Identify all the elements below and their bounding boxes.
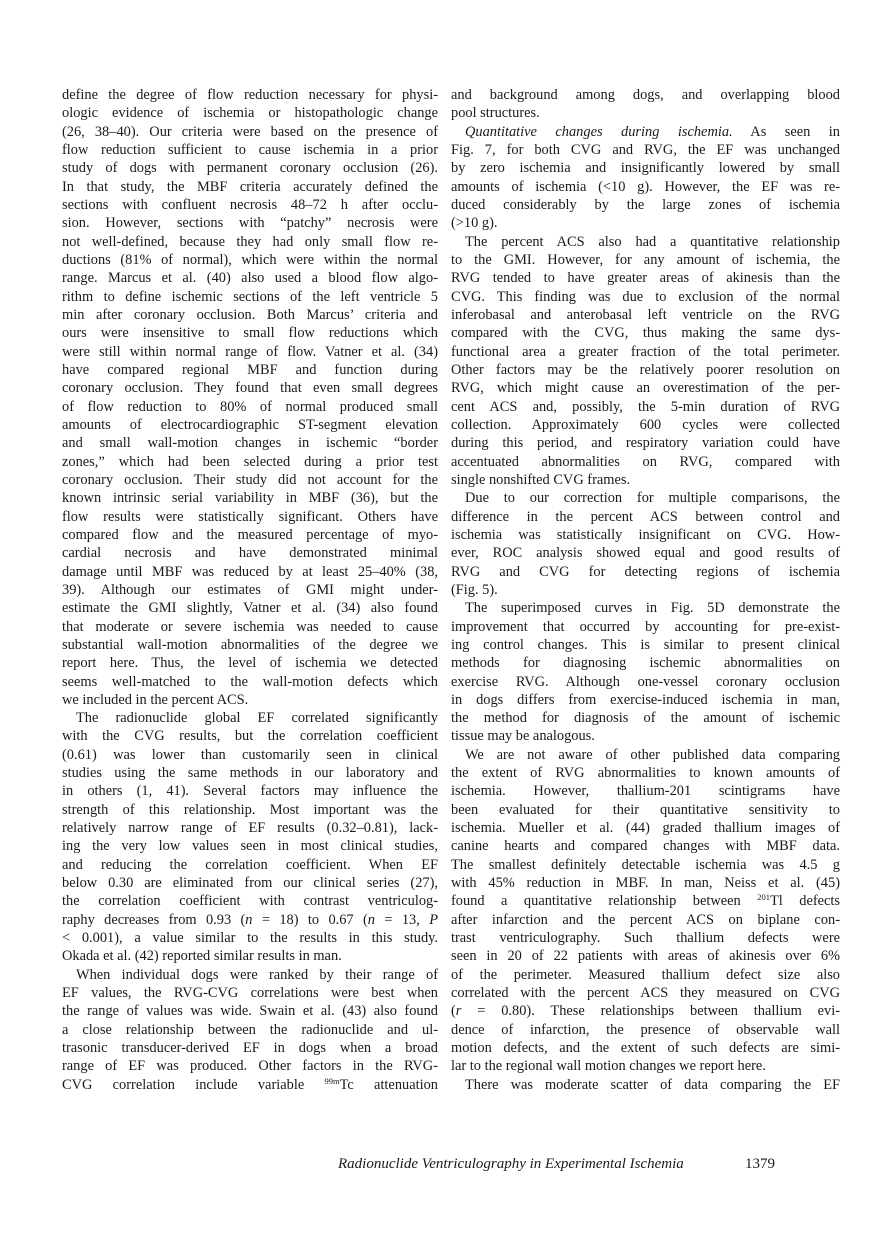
text-line bbox=[62, 416, 438, 434]
text-line bbox=[451, 801, 840, 819]
text-line bbox=[62, 837, 438, 855]
text-line bbox=[62, 379, 438, 397]
page-number: 1379 bbox=[745, 1156, 775, 1172]
text-line bbox=[451, 288, 840, 306]
text-line bbox=[451, 709, 840, 727]
text-run: single nonshifted CVG frames. bbox=[451, 471, 631, 488]
text-run: amounts of electrocardiographic ST-segment elevation bbox=[62, 416, 438, 433]
text-run: There was moderate scatter of data comparing the EF bbox=[465, 1076, 840, 1093]
text-run: dence of infarction, the presence of observable wall bbox=[451, 1021, 840, 1038]
text-line bbox=[62, 86, 438, 104]
text-run: compared with the CVG, thus making the same dys- bbox=[451, 325, 840, 342]
text-run: = 0.80). These relationships between thallium evi- bbox=[461, 1003, 840, 1020]
text-line bbox=[451, 874, 840, 892]
text-run: a close relationship between the radionuclide and ul- bbox=[62, 1021, 438, 1038]
text-run: ing the very low values seen in most clinical studies, bbox=[62, 838, 438, 855]
text-line bbox=[451, 471, 840, 489]
text-line bbox=[451, 398, 840, 416]
text-run: = 13, bbox=[375, 911, 430, 928]
text-line bbox=[62, 673, 438, 691]
text-run: flow results were statistically significant. Others have bbox=[62, 508, 438, 525]
text-line bbox=[62, 563, 438, 581]
text-line bbox=[451, 104, 840, 122]
paragraph bbox=[62, 86, 438, 709]
text-run: range. Marcus et al. (40) also used a blood flow algo- bbox=[62, 270, 438, 287]
text-run: sion. However, sections with “patchy” necrosis were bbox=[62, 215, 438, 232]
text-line bbox=[451, 123, 840, 141]
text-line bbox=[62, 892, 438, 910]
text-line bbox=[62, 434, 438, 452]
text-run: cent ACS and, possibly, the 5-min duration of RVG bbox=[451, 398, 840, 415]
text-run: zones,” which had been selected during a prior test bbox=[62, 453, 438, 470]
text-line bbox=[62, 471, 438, 489]
text-line bbox=[451, 214, 840, 232]
text-line bbox=[62, 727, 438, 745]
text-line bbox=[451, 764, 840, 782]
paragraph bbox=[451, 123, 840, 233]
text-run: pool structures. bbox=[451, 105, 540, 122]
text-line bbox=[451, 434, 840, 452]
text-run: difference in the percent ACS between control and bbox=[451, 508, 840, 525]
italic-run: P bbox=[429, 911, 438, 928]
text-run: range of EF was produced. Other factors in the RVG- bbox=[62, 1058, 438, 1075]
text-run: estimate the GMI slightly, Vatner et al. (34) also found bbox=[62, 600, 438, 617]
text-line bbox=[62, 618, 438, 636]
text-line bbox=[451, 306, 840, 324]
text-run: ever, ROC analysis showed equal and good results of bbox=[451, 545, 840, 562]
text-run: We are not aware of other published data comparing bbox=[465, 746, 840, 763]
text-run: known intrinsic serial variability in MBF (36), but the bbox=[62, 490, 438, 507]
text-line bbox=[62, 324, 438, 342]
text-run: strength of this relationship. Most important was the bbox=[62, 801, 438, 818]
text-line bbox=[62, 856, 438, 874]
text-line bbox=[62, 874, 438, 892]
text-run: RVG, which might cause an overestimation of the per- bbox=[451, 380, 840, 397]
text-run: seen in 20 of 22 patients with areas of akinesis over 6% bbox=[451, 948, 840, 965]
text-line bbox=[62, 251, 438, 269]
text-line bbox=[62, 819, 438, 837]
text-run: during this period, and respiratory variation could have bbox=[451, 435, 840, 452]
text-run: study of dogs with permanent coronary occlusion (26). bbox=[62, 160, 438, 177]
text-line bbox=[451, 782, 840, 800]
italic-run: n bbox=[245, 911, 253, 928]
text-line bbox=[451, 233, 840, 251]
text-line bbox=[451, 837, 840, 855]
text-run: methods for diagnosing ischemic abnormalities on bbox=[451, 655, 840, 672]
text-run: lar to the regional wall motion changes we report here. bbox=[451, 1058, 766, 1075]
text-line bbox=[451, 196, 840, 214]
text-line bbox=[62, 1057, 438, 1075]
text-run: collection. Approximately 600 cycles were collected bbox=[451, 416, 840, 433]
text-run: The smallest definitely detectable ischemia was 4.5 g bbox=[451, 856, 840, 873]
text-run: of flow reduction to 80% of normal produced small bbox=[62, 398, 438, 415]
text-line bbox=[451, 453, 840, 471]
text-line bbox=[451, 343, 840, 361]
text-line bbox=[451, 361, 840, 379]
text-run: exercise RVG. Although one-vessel coronary occlusion bbox=[451, 673, 840, 690]
paragraph bbox=[62, 966, 438, 1094]
text-run: (>10 g). bbox=[451, 215, 498, 232]
text-run: accentuated abnormalities on RVG, compared with bbox=[451, 453, 840, 470]
text-run: we included in the percent ACS. bbox=[62, 691, 249, 708]
text-line bbox=[62, 123, 438, 141]
text-run: raphy decreases from 0.93 ( bbox=[62, 911, 246, 928]
text-run: after infarction and the percent ACS on biplane con- bbox=[451, 911, 840, 928]
text-run: (0.61) was lower than customarily seen in clinical bbox=[62, 746, 438, 763]
text-line bbox=[451, 966, 840, 984]
text-run: The radionuclide global EF correlated significantly bbox=[76, 710, 438, 727]
text-line bbox=[451, 691, 840, 709]
text-run: duced considerably by the large zones of ischemia bbox=[451, 196, 840, 213]
text-line bbox=[62, 544, 438, 562]
text-run: the range of values was wide. Swain et al. (43) also found bbox=[62, 1003, 438, 1020]
text-run: with 45% reduction in MBF. In man, Neiss et al. (45) bbox=[451, 875, 840, 892]
text-run: ours were insensitive to small flow reductions which bbox=[62, 325, 438, 342]
text-run: = 18) to 0.67 ( bbox=[252, 911, 368, 928]
text-run: been evaluated for their quantitative sensitivity to bbox=[451, 801, 840, 818]
text-run: and reducing the correlation coefficient. When EF bbox=[62, 856, 438, 873]
text-run: damage until MBF was reduced by at least 25–40% (38, bbox=[62, 563, 438, 580]
text-run: trast ventriculography. Such thallium defects were bbox=[451, 930, 840, 947]
text-line bbox=[62, 398, 438, 416]
text-line bbox=[451, 911, 840, 929]
text-line bbox=[62, 746, 438, 764]
text-run: ischemia. Mueller et al. (44) graded thallium images of bbox=[451, 820, 840, 837]
text-run: improvement that occurred by accounting for pre-exist- bbox=[451, 618, 840, 635]
text-line bbox=[451, 654, 840, 672]
text-run: ing control changes. This is similar to present clinical bbox=[451, 636, 840, 653]
text-run: ( bbox=[451, 1003, 456, 1020]
text-run: rithm to define ischemic sections of the left ventricle 5 bbox=[62, 288, 438, 305]
text-run: the extent of RVG abnormalities to known amounts of bbox=[451, 765, 840, 782]
text-line bbox=[62, 508, 438, 526]
text-line bbox=[451, 141, 840, 159]
paragraph bbox=[451, 1076, 840, 1094]
text-line bbox=[451, 508, 840, 526]
text-line bbox=[62, 581, 438, 599]
text-line bbox=[451, 1021, 840, 1039]
text-line bbox=[62, 1002, 438, 1020]
text-line bbox=[62, 306, 438, 324]
text-run: Tl defects bbox=[769, 893, 840, 910]
text-run: The percent ACS also had a quantitative relationship bbox=[465, 233, 840, 250]
text-line bbox=[62, 764, 438, 782]
text-run: in others (1, 41). Several factors may influence the bbox=[62, 783, 438, 800]
text-run: canine hearts and compared changes with MBF data. bbox=[451, 838, 840, 855]
text-line bbox=[62, 691, 438, 709]
text-column-right bbox=[451, 86, 840, 1094]
text-line bbox=[62, 526, 438, 544]
text-line bbox=[62, 361, 438, 379]
text-line bbox=[62, 801, 438, 819]
text-run: that moderate or severe ischemia was needed to cause bbox=[62, 618, 438, 635]
text-run: RVG tended to have greater areas of akinesis than the bbox=[451, 270, 840, 287]
text-run: flow reduction sufficient to cause ischemia in a prior bbox=[62, 141, 438, 158]
text-run: amounts of ischemia (<10 g). However, the EF was re- bbox=[451, 178, 840, 195]
text-run: cardial necrosis and have demonstrated minimal bbox=[62, 545, 438, 562]
text-line bbox=[451, 727, 840, 745]
text-line bbox=[62, 1039, 438, 1057]
text-run: to the GMI. However, for any amount of ischemia, the bbox=[451, 251, 840, 268]
text-line bbox=[451, 251, 840, 269]
text-run: min after coronary occlusion. Both Marcus’ criteria and bbox=[62, 306, 438, 323]
text-line bbox=[62, 929, 438, 947]
text-line bbox=[451, 489, 840, 507]
text-run: Okada et al. (42) reported similar results in man. bbox=[62, 948, 342, 965]
text-run: CVG correlation include variable bbox=[62, 1076, 325, 1093]
paragraph bbox=[451, 599, 840, 746]
text-run: trasonic transducer-derived EF in dogs when a broad bbox=[62, 1040, 438, 1057]
text-line bbox=[451, 581, 840, 599]
text-line bbox=[451, 526, 840, 544]
text-line bbox=[451, 947, 840, 965]
text-line bbox=[62, 1076, 438, 1094]
text-run: and background among dogs, and overlapping blood bbox=[451, 87, 840, 103]
text-line bbox=[451, 1002, 840, 1020]
text-run: ologic evidence of ischemia or histopathologic change bbox=[62, 105, 438, 122]
text-run: relatively narrow range of EF results (0.32–0.81), lack- bbox=[62, 820, 438, 837]
text-run: seems well-matched to the wall-motion defects which bbox=[62, 673, 438, 690]
text-run: As seen in bbox=[732, 123, 840, 140]
text-run: sections with confluent necrosis 48–72 h after occlu- bbox=[62, 196, 438, 213]
text-run: the correlation coefficient with contrast ventriculog- bbox=[62, 893, 438, 910]
text-line bbox=[62, 104, 438, 122]
text-run: The superimposed curves in Fig. 5D demonstrate the bbox=[465, 600, 840, 617]
text-run: compared flow and the measured percentage of myo- bbox=[62, 526, 438, 543]
text-run: motion defects, and the extent of such defects are simi- bbox=[451, 1040, 840, 1057]
superscript: 201 bbox=[757, 892, 770, 903]
text-run: In that study, the MBF criteria accurately defined the bbox=[62, 178, 438, 195]
text-line bbox=[451, 1039, 840, 1057]
text-run: Tc attenuation bbox=[339, 1076, 438, 1093]
text-line bbox=[62, 196, 438, 214]
text-run: (Fig. 5). bbox=[451, 581, 498, 598]
text-run: with the CVG results, but the correlation coefficient bbox=[62, 728, 438, 745]
text-run: RVG and CVG for detecting regions of ischemia bbox=[451, 563, 840, 580]
text-run: report here. Thus, the level of ischemia we detected bbox=[62, 655, 438, 672]
text-run: EF values, the RVG-CVG correlations were best when bbox=[62, 985, 438, 1002]
text-line bbox=[62, 947, 438, 965]
text-line bbox=[451, 1076, 840, 1094]
italic-run: Quantitative changes during ischemia. bbox=[465, 123, 733, 140]
text-line bbox=[62, 599, 438, 617]
text-run: found a quantitative relationship between bbox=[451, 893, 758, 910]
text-run: inferobasal and anterobasal left ventricle on the RVG bbox=[451, 306, 840, 323]
text-line bbox=[451, 159, 840, 177]
italic-run: n bbox=[367, 911, 375, 928]
text-run: ischemia. However, thallium-201 scintigrams have bbox=[451, 783, 840, 800]
text-run: and small wall-motion changes in ischemic “border bbox=[62, 435, 438, 452]
text-line bbox=[451, 673, 840, 691]
text-line bbox=[451, 984, 840, 1002]
text-line bbox=[451, 86, 840, 104]
text-line bbox=[451, 1057, 840, 1075]
text-run: below 0.30 are eliminated from our clinical series (27), bbox=[62, 875, 438, 892]
text-run: coronary occlusion. Their study did not account for the bbox=[62, 471, 438, 488]
text-run: substantial wall-motion abnormalities of the degree we bbox=[62, 636, 438, 653]
text-run: Due to our correction for multiple comparisons, the bbox=[465, 490, 840, 507]
text-run: coronary occlusion. They found that even small degrees bbox=[62, 380, 438, 397]
text-run: 39). Although our estimates of GMI might under- bbox=[62, 581, 438, 598]
text-column-left bbox=[62, 86, 438, 1094]
superscript: 99m bbox=[324, 1075, 340, 1086]
text-run: in dogs differs from exercise-induced ischemia in man, bbox=[451, 691, 840, 708]
text-line bbox=[62, 178, 438, 196]
text-line bbox=[451, 324, 840, 342]
text-line bbox=[62, 984, 438, 1002]
text-line bbox=[451, 563, 840, 581]
italic-run: r bbox=[455, 1003, 462, 1020]
text-line bbox=[451, 379, 840, 397]
paragraph bbox=[451, 233, 840, 490]
text-line bbox=[451, 544, 840, 562]
text-line bbox=[451, 746, 840, 764]
paragraph bbox=[451, 86, 840, 123]
text-line bbox=[451, 892, 840, 910]
text-run: functional area a greater fraction of the total perimeter. bbox=[451, 343, 840, 360]
text-run: CVG. This finding was due to exclusion of the normal bbox=[451, 288, 840, 305]
running-title: Radionuclide Ventriculography in Experimental Ischemia bbox=[338, 1156, 684, 1172]
text-line bbox=[451, 269, 840, 287]
text-line bbox=[451, 599, 840, 617]
text-line bbox=[451, 929, 840, 947]
text-run: When individual dogs were ranked by their range of bbox=[76, 966, 438, 983]
text-run: define the degree of flow reduction necessary for physi- bbox=[62, 87, 438, 103]
text-line bbox=[451, 416, 840, 434]
text-run: not well-defined, because they had only small flow re- bbox=[62, 233, 438, 250]
text-line bbox=[62, 1021, 438, 1039]
text-line bbox=[62, 159, 438, 177]
text-line bbox=[62, 233, 438, 251]
text-run: ductions (81% of normal), which were within the normal bbox=[62, 251, 438, 268]
text-run: studies using the same methods in our laboratory and bbox=[62, 765, 438, 782]
text-line bbox=[62, 453, 438, 471]
text-line bbox=[62, 141, 438, 159]
text-line bbox=[62, 288, 438, 306]
text-line bbox=[451, 819, 840, 837]
text-line bbox=[62, 636, 438, 654]
text-line bbox=[451, 178, 840, 196]
text-line bbox=[451, 636, 840, 654]
paragraph bbox=[62, 709, 438, 966]
text-run: were still within normal range of flow. Vatner et al. (34) bbox=[62, 343, 438, 360]
text-line bbox=[62, 654, 438, 672]
text-run: of the perimeter. Measured thallium defect size also bbox=[451, 966, 840, 983]
text-line bbox=[62, 343, 438, 361]
text-run: ischemia was statistically insignificant on CVG. How- bbox=[451, 526, 840, 543]
text-run: < 0.001), a value similar to the results in this study. bbox=[62, 930, 438, 947]
text-run: by zero ischemia and insignificantly lowered by small bbox=[451, 160, 840, 177]
text-line bbox=[62, 489, 438, 507]
text-line bbox=[62, 709, 438, 727]
text-line bbox=[451, 856, 840, 874]
text-line bbox=[451, 618, 840, 636]
text-run: correlated with the percent ACS they measured on CVG bbox=[451, 985, 840, 1002]
text-run: have compared regional MBF and function during bbox=[62, 361, 438, 378]
text-line bbox=[62, 214, 438, 232]
text-line bbox=[62, 966, 438, 984]
text-run: the method for diagnosis of the amount of ischemic bbox=[451, 710, 840, 727]
text-run: Other factors may be the relatively poorer resolution on bbox=[451, 361, 840, 378]
text-run: (26, 38–40). Our criteria were based on the presence of bbox=[62, 123, 438, 140]
paragraph bbox=[451, 489, 840, 599]
text-run: tissue may be analogous. bbox=[451, 728, 595, 745]
text-line bbox=[62, 782, 438, 800]
text-line bbox=[62, 269, 438, 287]
paragraph bbox=[451, 746, 840, 1076]
text-run: Fig. 7, for both CVG and RVG, the EF was unchanged bbox=[451, 141, 840, 158]
text-line bbox=[62, 911, 438, 929]
